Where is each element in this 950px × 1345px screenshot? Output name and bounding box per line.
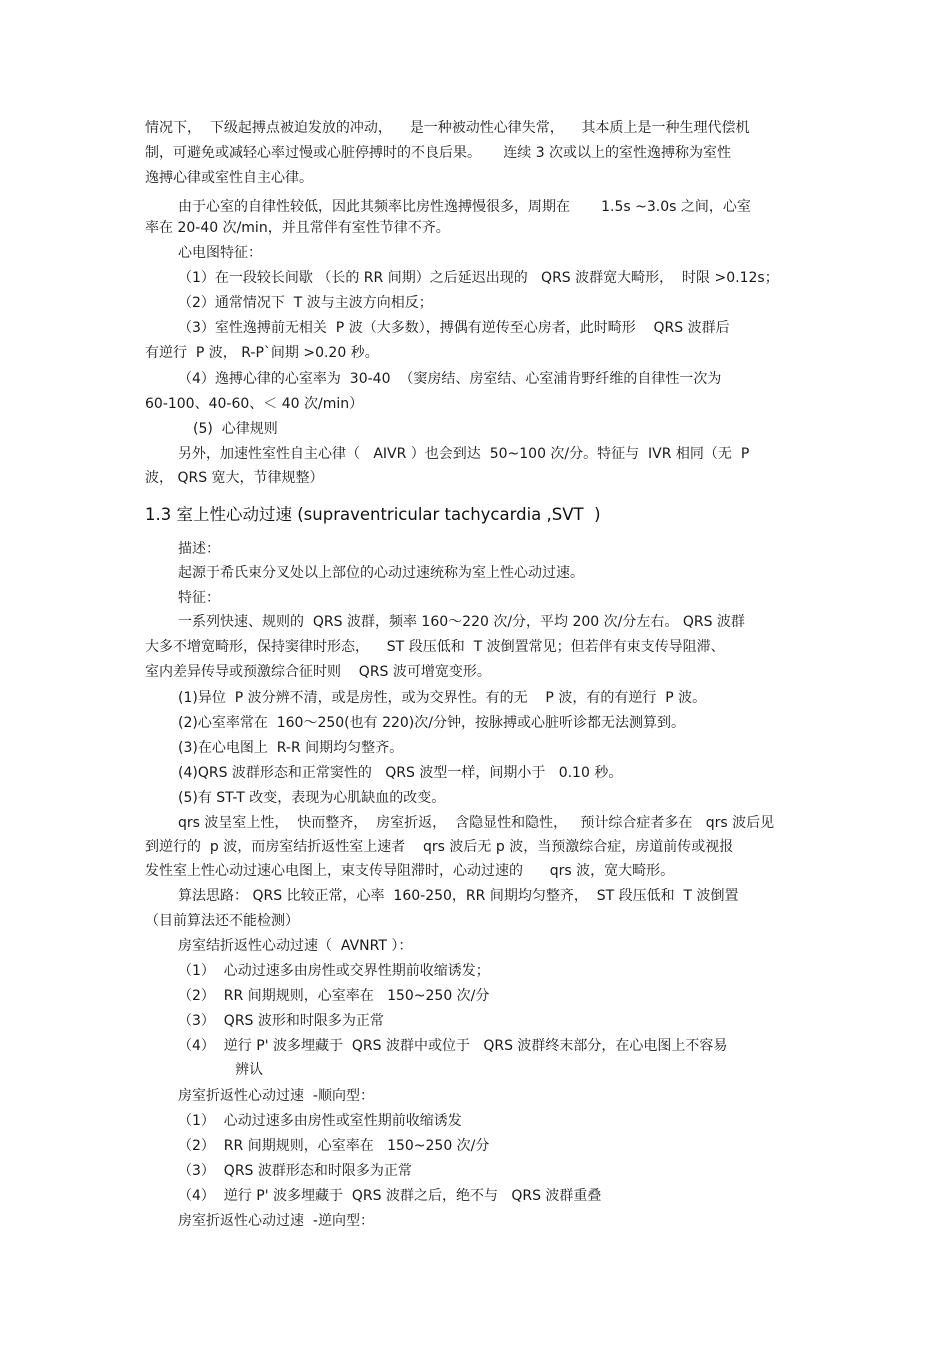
paragraph-line: （目前算法还不能检测） bbox=[145, 913, 299, 929]
list-item: （4）逸搏心律的心室率为 30-40 （窦房结、房室结、心室浦肯野纤维的自律性一次为 bbox=[178, 371, 722, 387]
list-item: (2)心室率常在 160～250(也有 220)次/分钟，按脉搏或心脏听诊都无法测算到。 bbox=[178, 715, 685, 731]
paragraph-line: 波， QRS 宽大，节律规整） bbox=[145, 470, 324, 486]
paragraph-line: 率在 20-40 次/min，并且常伴有室性节律不齐。 bbox=[145, 220, 450, 236]
list-item: （2） RR 间期规则，心室率在 150~250 次/分 bbox=[178, 988, 490, 1004]
list-item: （4） 逆行 P' 波多埋藏于 QRS 波群中或位于 QRS 波群终末部分，在心电图上不容易 bbox=[178, 1038, 728, 1054]
list-item: （1） 心动过速多由房性或室性期前收缩诱发 bbox=[178, 1113, 462, 1129]
list-item: （3）室性逸搏前无相关 P 波（大多数），搏偶有逆传至心房者，此时畸形 QRS 波群后 bbox=[178, 320, 730, 336]
paragraph-line: 有逆行 P 波， R-P`间期 >0.20 秒。 bbox=[145, 345, 379, 361]
paragraph-line: 特征： bbox=[178, 590, 220, 606]
paragraph-line: 起源于希氏束分叉处以上部位的心动过速统称为室上性心动过速。 bbox=[178, 565, 584, 581]
paragraph-line: 房室结折返性心动过速（ AVNRT ）： bbox=[178, 938, 413, 954]
section-heading: 1.3 室上性心动过速 (supraventricular tachycardia ,SVT ) bbox=[145, 505, 601, 524]
paragraph-line: 心电图特征： bbox=[178, 245, 262, 261]
list-item-continuation: 辨认 bbox=[235, 1062, 263, 1078]
paragraph-line: qrs 波呈室上性， 快而整齐， 房室折返， 含隐显性和隐性， 预计综合症者多在 qrs 波后见 bbox=[178, 815, 775, 831]
list-item: （1）在一段较长间歇 （长的 RR 间期）之后延迟出现的 QRS 波群宽大畸形， 时限 >0.12s； bbox=[178, 270, 779, 286]
paragraph-line: 发性室上性心动过速心电图上，束支传导阻滞时，心动过速的 qrs 波，宽大畸形。 bbox=[145, 863, 675, 879]
list-item: （3） QRS 波群形态和时限多为正常 bbox=[178, 1163, 412, 1179]
list-item: （4） 逆行 P' 波多埋藏于 QRS 波群之后，绝不与 QRS 波群重叠 bbox=[178, 1188, 602, 1204]
paragraph-line: 制，可避免或减轻心率过慢或心脏停搏时的不良后果。 连续 3 次或以上的室性逸搏称为室性 bbox=[145, 145, 732, 161]
paragraph-line: 描述： bbox=[178, 541, 220, 557]
list-item: (3)在心电图上 R-R 间期均匀整齐。 bbox=[178, 740, 404, 756]
paragraph-line: 房室折返性心动过速 -逆向型： bbox=[178, 1213, 374, 1229]
paragraph-line: 室内差异传导或预激综合征时则 QRS 波可增宽变形。 bbox=[145, 664, 491, 680]
paragraph-line: 情况下， 下级起搏点被迫发放的冲动， 是一种被动性心律失常， 其本质上是一种生理代偿机 bbox=[145, 120, 750, 136]
paragraph-line: 到逆行的 p 波，而房室结折返性室上速者 qrs 波后无 p 波，当预激综合症，房道前传或视报 bbox=[145, 839, 734, 855]
list-item: (1)异位 P 波分辨不清，或是房性，或为交界性。有的无 P 波，有的有逆行 P 波。 bbox=[178, 690, 707, 706]
list-item: （2） RR 间期规则，心室率在 150~250 次/分 bbox=[178, 1138, 490, 1154]
list-item: （2）通常情况下 T 波与主波方向相反； bbox=[178, 295, 433, 311]
list-item: (4)QRS 波群形态和正常窦性的 QRS 波型一样，间期小于 0.10 秒。 bbox=[178, 765, 623, 781]
paragraph-line: 另外，加速性室性自主心律（ AIVR ）也会到达 50~100 次/分。特征与 IVR 相同（无 P bbox=[178, 446, 750, 462]
paragraph-line: 一系列快速、规则的 QRS 波群，频率 160～220 次/分，平均 200 次/分左右。 QRS 波群 bbox=[178, 614, 745, 630]
list-item: （1） 心动过速多由房性或交界性期前收缩诱发； bbox=[178, 963, 490, 979]
list-item: （3） QRS 波形和时限多为正常 bbox=[178, 1013, 384, 1029]
list-item: (5) 心律规则 bbox=[193, 421, 278, 437]
paragraph-line: 算法思路： QRS 比较正常，心率 160-250，RR 间期均匀整齐， ST 段压低和 T 波倒置 bbox=[178, 888, 739, 904]
paragraph-line: 房室折返性心动过速 -顺向型： bbox=[178, 1088, 374, 1104]
paragraph-line: 大多不增宽畸形，保持窦律时形态， ST 段压低和 T 波倒置常见；但若伴有束支传导阻滞、 bbox=[145, 639, 725, 655]
paragraph-line: 60-100、40-60、＜ 40 次/min） bbox=[145, 396, 364, 412]
paragraph-line: 逸搏心律或室性自主心律。 bbox=[145, 170, 313, 186]
list-item: (5)有 ST-T 改变，表现为心肌缺血的改变。 bbox=[178, 790, 446, 806]
paragraph-line: 由于心室的自律性较低，因此其频率比房性逸搏慢很多，周期在 1.5s ~3.0s 之间，心室 bbox=[178, 199, 751, 215]
